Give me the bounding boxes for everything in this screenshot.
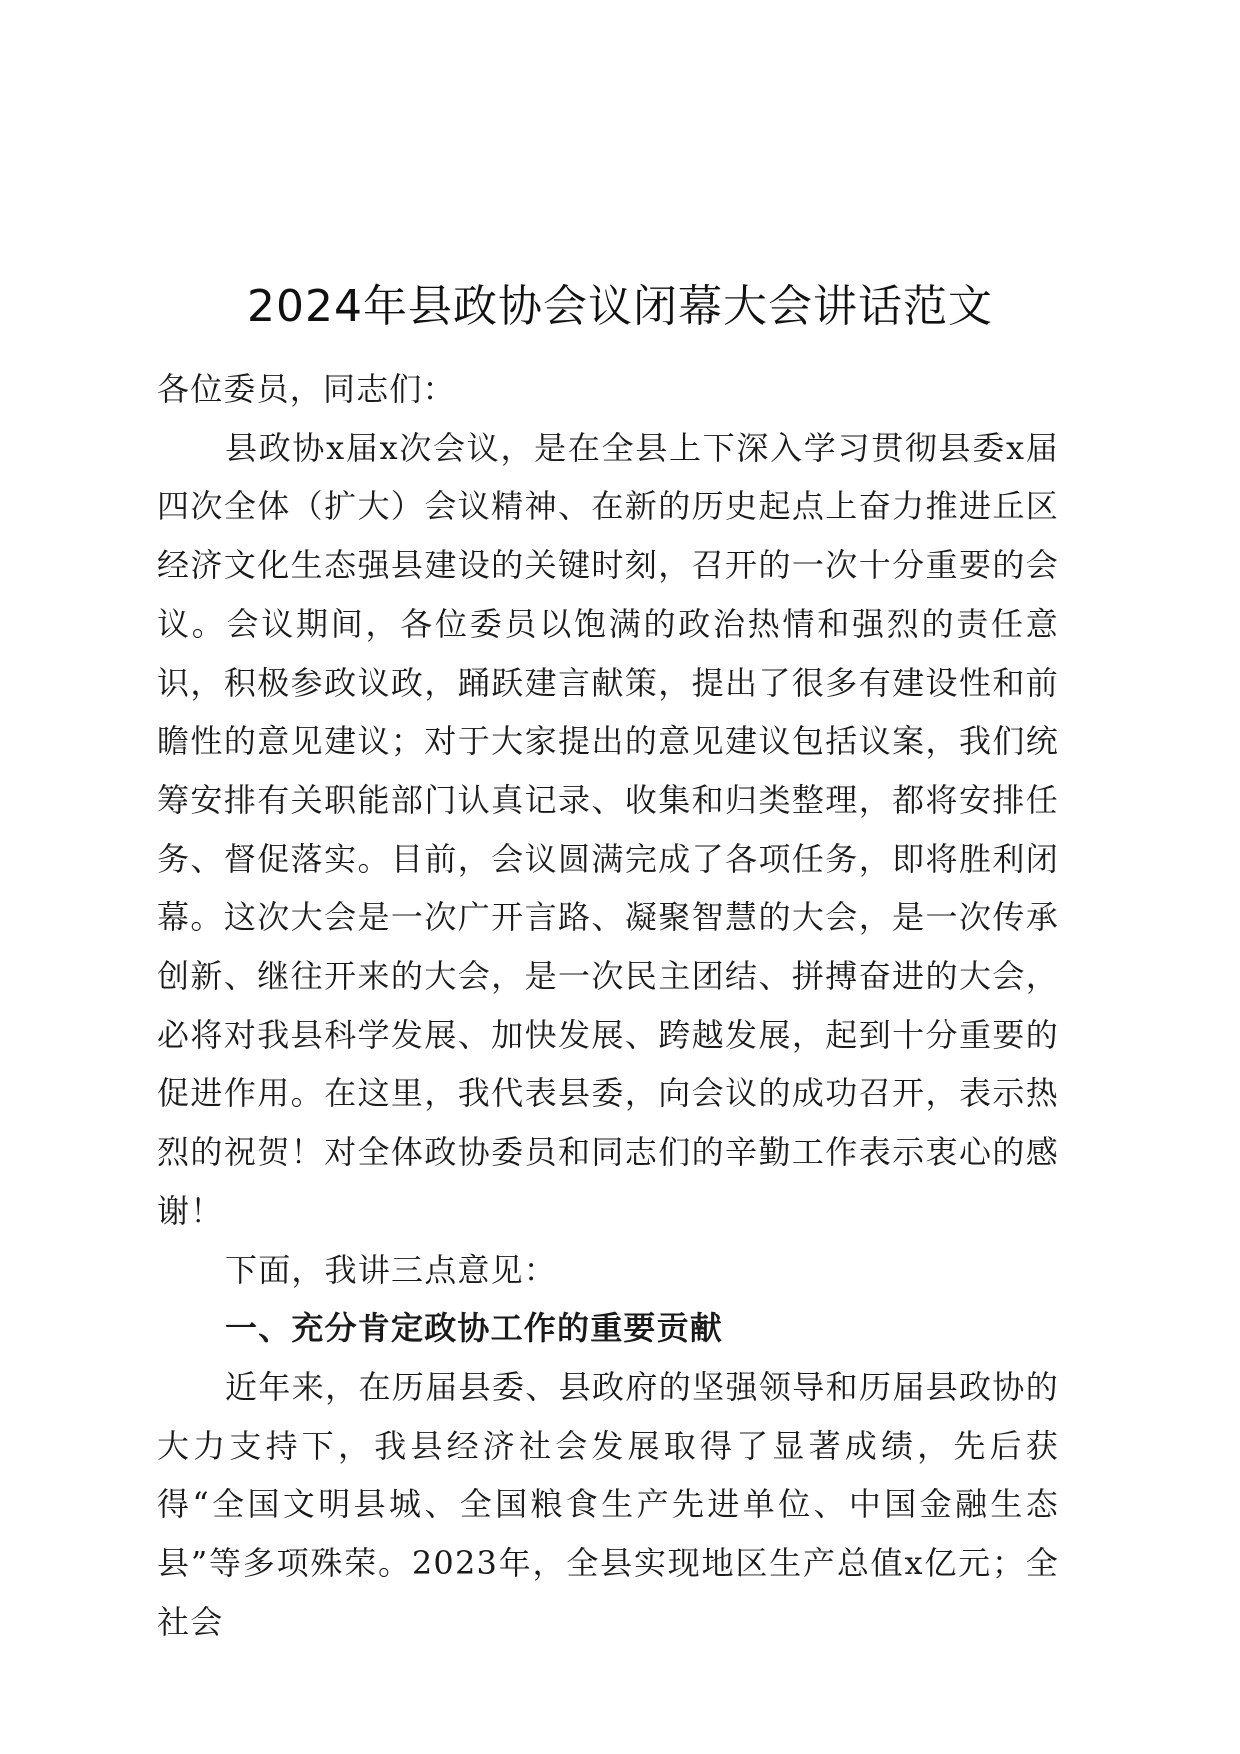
section-paragraph: 近年来，在历届县委、县政府的坚强领导和历届县政协的大力支持下，我县经济社会发展取得了显著成绩，先后获得“全国文明县城、全国粮食生产先进单位、中国金融生态县”等多项殊荣。2023年，全县实现地区生产总值x亿元；全社会: [157, 1367, 1059, 1641]
body-paragraph: 县政协x届x次会议，是在全县上下深入学习贯彻县委x届四次全体（扩大）会议精神、在新的历史起点上奋力推进丘区经济文化生态强县建设的关键时刻，召开的一次十分重要的会议。会议期间，各位委员以饱满的政治热情和强烈的责任意识，积极参政议政，踊跃建言献策，提出了很多有建设性和前瞻性的意见建议；对于大家提出的意见建议包括议案，我们统筹安排有关职能部门认真记录、收集和归类整理，都将安排任务、督促落实。目前，会议圆满完成了各项任务，即将胜利闭幕。这次大会是一次广开言路、凝聚智慧的大会，是一次传承创新、继往开来的大会，是一次民主团结、拼搏奋进的大会，必将对我县科学发展、加快发展、跨越发展，起到十分重要的促进作用。在这里，我代表县委，向会议的成功召开，表示热烈的祝贺！对全体政协委员和同志们的辛勤工作表示衷心的感谢！: [157, 428, 1059, 1230]
section-heading: 一、充分肯定政协工作的重要贡献: [225, 1309, 724, 1348]
document-body: [157, 360, 1059, 1651]
body-paragraph: 下面，我讲三点意见：: [225, 1250, 558, 1289]
document-title: 2024年县政协会议闭幕大会讲话范文: [247, 281, 993, 332]
salutation: 各位委员，同志们：: [157, 370, 456, 408]
